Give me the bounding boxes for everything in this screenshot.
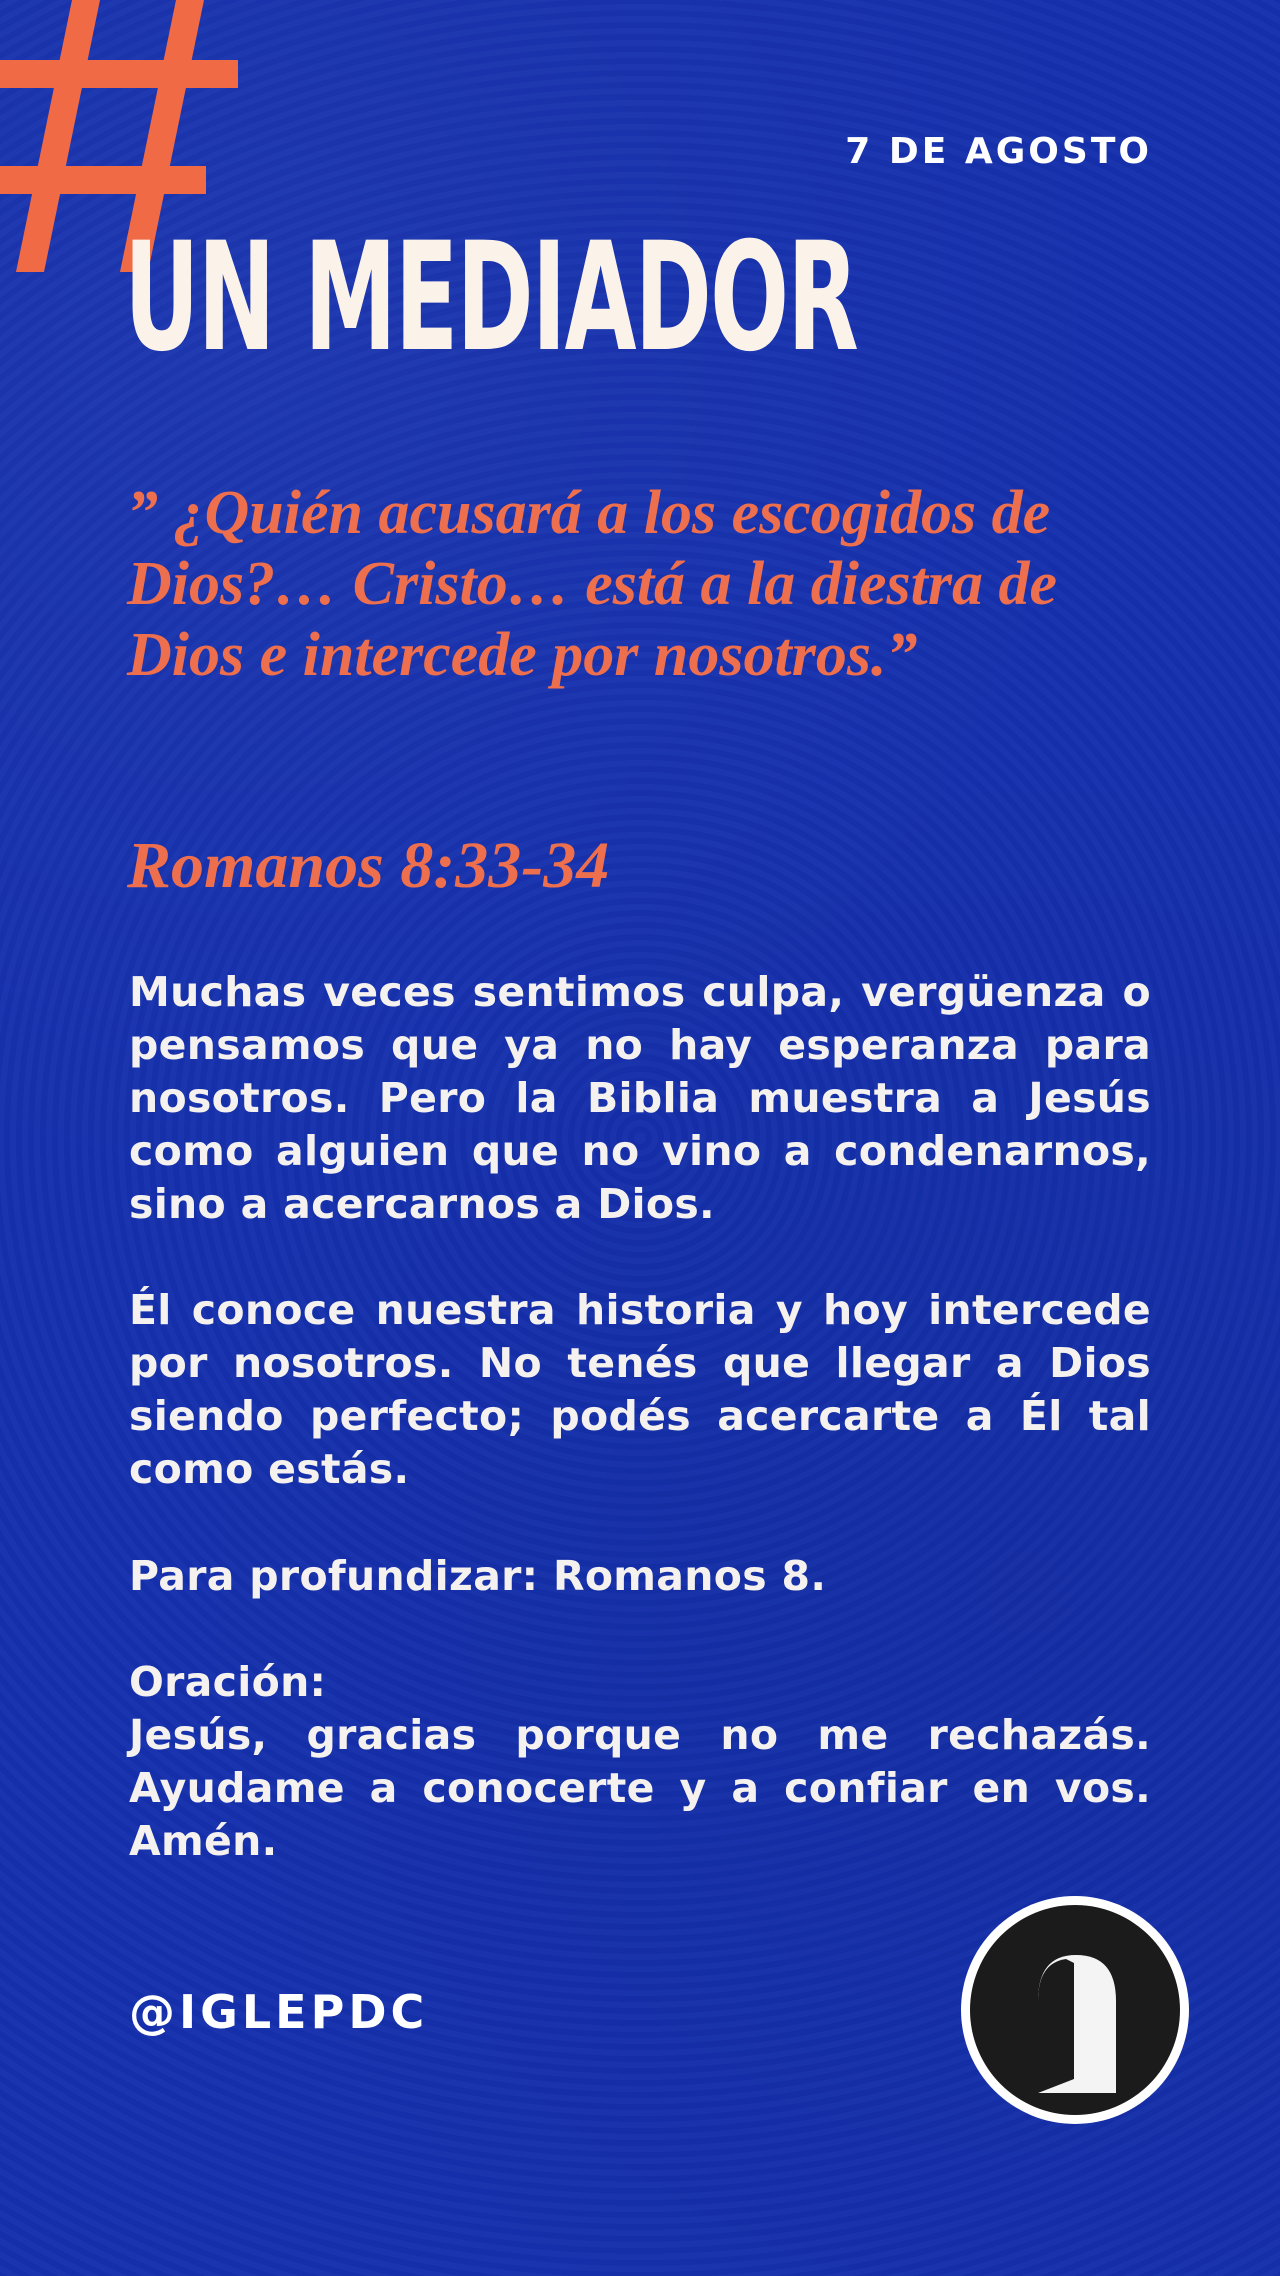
bible-quote: ” ¿Quién acusará a los escogidos de Dios?… Cristo… está a la diestra de Dios e intercede por nosotros.”	[127, 479, 1058, 689]
prayer-text: Jesús, gracias porque no me rechazás. Ayudame a conocerte y a confiar en vos. Amén.	[129, 1711, 1151, 1865]
further-reading: Para profundizar: Romanos 8.	[129, 1552, 827, 1600]
reflection-paragraph: Muchas veces sentimos culpa, vergüenza o pensamos que ya no hay esperanza para nosotros. Pero la Biblia muestra a Jesús como alguien que no vino a condenarnos, sino a acercarnos a Dios.	[129, 968, 1151, 1228]
door-logo-icon	[958, 1893, 1192, 2127]
reflection-paragraph: Él conoce nuestra historia y hoy intercede por nosotros. No tenés que llegar a Dios siendo perfecto; podés acercarte a Él tal como estás.	[129, 1286, 1151, 1493]
date-label: 7 DE AGOSTO	[845, 131, 1152, 172]
prayer-label: Oración:	[129, 1658, 327, 1706]
page-title: UN MEDIADOR	[124, 211, 857, 385]
bible-reference: Romanos 8:33-34	[127, 829, 610, 902]
social-handle: @IGLEPDC	[129, 1985, 429, 2039]
